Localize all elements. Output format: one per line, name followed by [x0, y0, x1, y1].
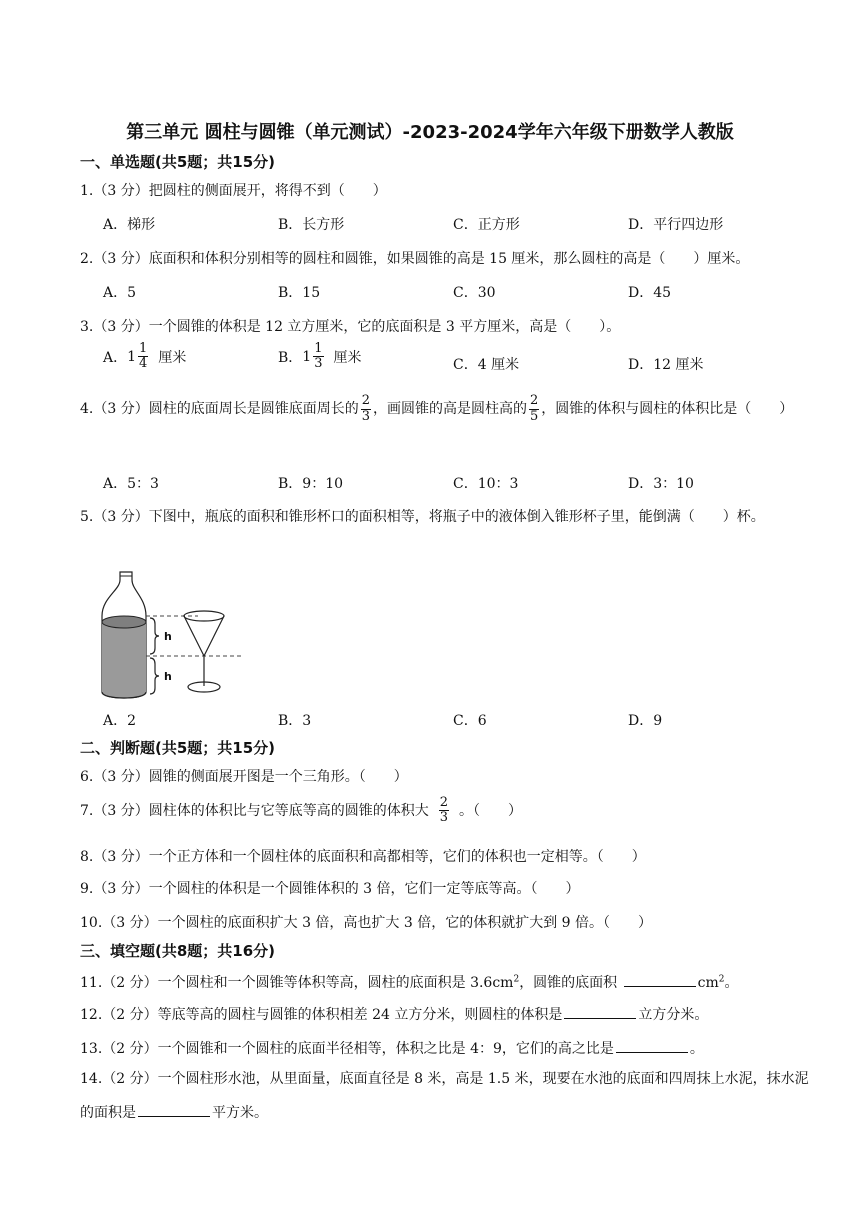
mixed-number — [278, 342, 362, 372]
option-d[interactable]: D．45 — [628, 285, 672, 301]
fraction — [361, 394, 371, 424]
option-label: A． — [103, 349, 128, 366]
fraction — [439, 796, 449, 826]
whole-part: 1 — [302, 348, 312, 365]
section-heading-true-false: 二、判断题(共5题；共15分) — [80, 739, 276, 757]
question-13 — [80, 1038, 704, 1058]
question-7 — [80, 796, 522, 826]
brace-top — [150, 618, 159, 654]
question-11 — [80, 972, 739, 992]
height-label-bottom: h — [164, 670, 172, 683]
height-label-top: h — [164, 630, 172, 643]
option-b[interactable]: B．15 — [278, 285, 321, 301]
answer-blank[interactable] — [624, 972, 696, 987]
question-text: 7.（3 分）圆柱体的体积比与它等底等高的圆锥的体积大 — [80, 802, 429, 819]
fraction — [529, 394, 539, 424]
question-4 — [80, 392, 810, 426]
denominator: 5 — [530, 408, 539, 424]
brace-bottom — [150, 658, 159, 694]
question-text: ，画圆锥的高是圆柱高的 — [373, 401, 527, 417]
question-3-options — [103, 342, 803, 382]
answer-blank[interactable] — [138, 1102, 210, 1117]
superscript: 2 — [513, 974, 520, 985]
denominator: 3 — [439, 810, 448, 826]
denominator: 4 — [139, 356, 148, 372]
option-c[interactable]: C．10：3 — [453, 476, 519, 492]
bottle-liquid — [102, 622, 146, 698]
fraction — [138, 342, 148, 372]
question-text: 12.（2 分）等底等高的圆柱与圆锥的体积相差 24 立方分米，则圆柱的体积是 — [80, 1007, 563, 1023]
option-c[interactable]: C．30 — [453, 285, 496, 301]
whole-part: 1 — [127, 348, 137, 365]
superscript: 2 — [718, 974, 725, 985]
section-heading-fill-in: 三、填空题(共8题；共16分) — [80, 942, 276, 960]
question-12 — [80, 1004, 708, 1024]
option-a[interactable]: A．2 — [103, 713, 137, 729]
question-9: 9.（3 分）一个圆柱的体积是一个圆锥体积的 3 倍，它们一定等底等高。（ ） — [80, 881, 580, 897]
option-d[interactable]: D．9 — [628, 713, 663, 729]
numerator: 2 — [530, 393, 539, 409]
unit: cm — [697, 975, 719, 991]
section-heading-single-choice: 一、单选题(共5题；共15分) — [80, 153, 276, 171]
question-text: 。 — [724, 975, 739, 991]
question-8: 8.（3 分）一个正方体和一个圆柱体的底面积和高都相等，它们的体积也一定相等。（ ） — [80, 849, 646, 865]
option-a[interactable]: A．梯形 — [103, 217, 156, 233]
question-text: 。（ ） — [459, 802, 522, 819]
option-c[interactable]: C．正方形 — [453, 217, 520, 233]
unit: 厘米 — [333, 349, 362, 366]
option-b[interactable]: B．9：10 — [278, 476, 344, 492]
numerator: 1 — [139, 341, 148, 356]
question-text: 立方分米。 — [638, 1007, 709, 1023]
question-text: 平方米。 — [212, 1105, 268, 1121]
answer-blank[interactable] — [564, 1004, 636, 1019]
numerator: 2 — [361, 393, 370, 409]
option-a[interactable]: A．5：3 — [103, 476, 159, 492]
option-d[interactable]: D．平行四边形 — [628, 217, 724, 233]
question-text: 14.（2 分）一个圆柱形水池，从里面量，底面直径是 8 米，高是 1.5 米，现要在水池的底面和四周抹上水泥，抹水泥的面积是 — [80, 1071, 809, 1121]
option-label: B． — [278, 349, 303, 366]
denominator: 3 — [314, 356, 323, 372]
bottle-and-cone-glass-figure — [98, 568, 248, 706]
option-c[interactable]: C．6 — [453, 713, 487, 729]
question-text: 4.（3 分）圆柱的底面周长是圆锥底面周长的 — [80, 401, 359, 417]
denominator: 3 — [361, 408, 370, 424]
option-d[interactable]: D．12 厘米 — [628, 357, 704, 373]
question-1: 1.（3 分）把圆柱的侧面展开，将得不到（ ） — [80, 183, 387, 199]
option-b[interactable] — [278, 342, 362, 372]
question-14 — [80, 1062, 810, 1130]
unit: 厘米 — [158, 349, 187, 366]
question-10: 10.（3 分）一个圆柱的底面积扩大 3 倍，高也扩大 3 倍，它的体积就扩大到 9 倍。（ ） — [80, 915, 653, 931]
question-3: 3.（3 分）一个圆锥的体积是 12 立方厘米，它的底面积是 3 平方厘米，高是（ ）。 — [80, 319, 621, 335]
question-text: 。 — [689, 1041, 704, 1057]
answer-blank[interactable] — [616, 1038, 688, 1053]
option-c[interactable]: C．4 厘米 — [453, 357, 520, 373]
question-text: ，圆锥的底面积 — [519, 975, 618, 991]
option-a[interactable]: A．5 — [103, 285, 137, 301]
cone-right-edge — [204, 616, 224, 656]
question-5: 5.（3 分）下图中，瓶底的面积和锥形杯口的面积相等，将瓶子中的液体倒入锥形杯子里，能倒满（ ）杯。 — [80, 509, 765, 525]
option-a[interactable] — [103, 342, 186, 372]
question-6: 6.（3 分）圆锥的侧面展开图是一个三角形。（ ） — [80, 769, 408, 785]
question-text: 11.（2 分）一个圆柱和一个圆锥等体积等高，圆柱的底面积是 3.6cm — [80, 975, 514, 991]
question-text: ，圆锥的体积与圆柱的体积比是（ ） — [541, 401, 794, 417]
question-2: 2.（3 分）底面积和体积分别相等的圆柱和圆锥，如果圆锥的高是 15 厘米，那么圆柱的高是（ ）厘米。 — [80, 251, 750, 267]
mixed-number — [103, 342, 186, 372]
liquid-surface — [102, 616, 146, 628]
option-b[interactable]: B．长方形 — [278, 217, 345, 233]
option-d[interactable]: D．3：10 — [628, 476, 694, 492]
numerator: 2 — [439, 795, 448, 810]
cone-left-edge — [184, 616, 204, 656]
option-b[interactable]: B．3 — [278, 713, 312, 729]
fraction — [313, 342, 323, 372]
question-text: 13.（2 分）一个圆锥和一个圆柱的底面半径相等，体积之比是 4：9，它们的高之比是 — [80, 1041, 614, 1057]
page-title: 第三单元 圆柱与圆锥（单元测试）-2023-2024学年六年级下册数学人教版 — [126, 122, 734, 143]
numerator: 1 — [314, 341, 323, 356]
